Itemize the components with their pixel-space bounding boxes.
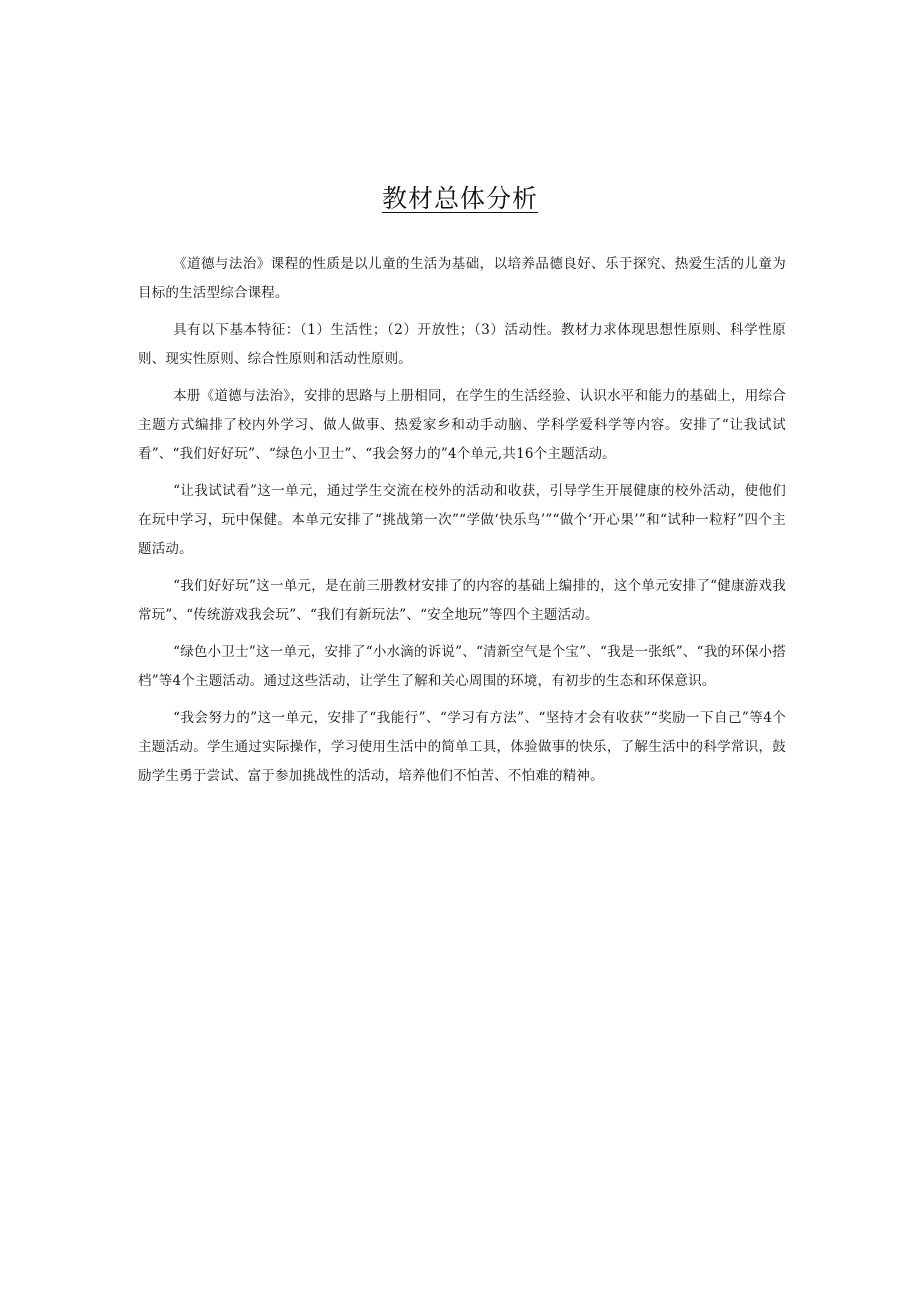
paragraph-unit-let-me-try: “让我试试看”这一单元，通过学生交流在校外的活动和收获，引导学生开展健康的校外活动，使他们在玩中学习，玩中保健。本单元安排了“挑战第一次”“学做‘快乐鸟’”“做个‘开心果’”和“试种一粒籽”四个主题活动。 (138, 483, 786, 557)
paragraph-unit-play-well: “我们好好玩”这一单元，是在前三册教材安排了的内容的基础上编排的，这个单元安排了“健康游戏我常玩”、“传统游戏我会玩”、“我们有新玩法”、“安全地玩”等四个主题活动。 (138, 578, 786, 623)
document-body (138, 250, 786, 799)
document-title-wrapper (0, 180, 920, 212)
paragraph-unit-i-will-work-hard: “我会努力的”这一单元，安排了“我能行”、“学习有方法”、“坚持才会有收获”“奖励一下自己”等4个主题活动。学生通过实际操作，学习使用生活中的简单工具，体验做事的快乐，了解生活中的科学常识，鼓励学生勇于尝试、富于参加挑战性的活动，培养他们不怕苦、不怕难的精神。 (138, 710, 786, 784)
paragraph-course-nature: 《道德与法治》课程的性质是以儿童的生活为基础，以培养品德良好、乐于探究、热爱生活的儿童为目标的生活型综合课程。 (138, 256, 786, 301)
paragraph-volume-overview: 本册《道德与法治》，安排的思路与上册相同，在学生的生活经验、认识水平和能力的基础上，用综合主题方式编排了校内外学习、做人做事、热爱家乡和动手动脑、学科学爱科学等内容。安排了“让我试试看”、“我们好好玩”、“绿色小卫士”、“我会努力的”4个单元,共16个主题活动。 (138, 388, 786, 462)
document-title: 教材总体分析 (381, 184, 538, 213)
paragraph-unit-green-guard: “绿色小卫士”这一单元，安排了“小水滴的诉说”、“清新空气是个宝”、“我是一张纸”、“我的环保小搭档”等4个主题活动。通过这些活动，让学生了解和关心周围的环境，有初步的生态和环保意识。 (138, 644, 786, 689)
paragraph-basic-features: 具有以下基本特征：（1）生活性；（2）开放性；（3）活动性。教材力求体现思想性原则、科学性原则、现实性原则、综合性原则和活动性原则。 (138, 322, 786, 367)
